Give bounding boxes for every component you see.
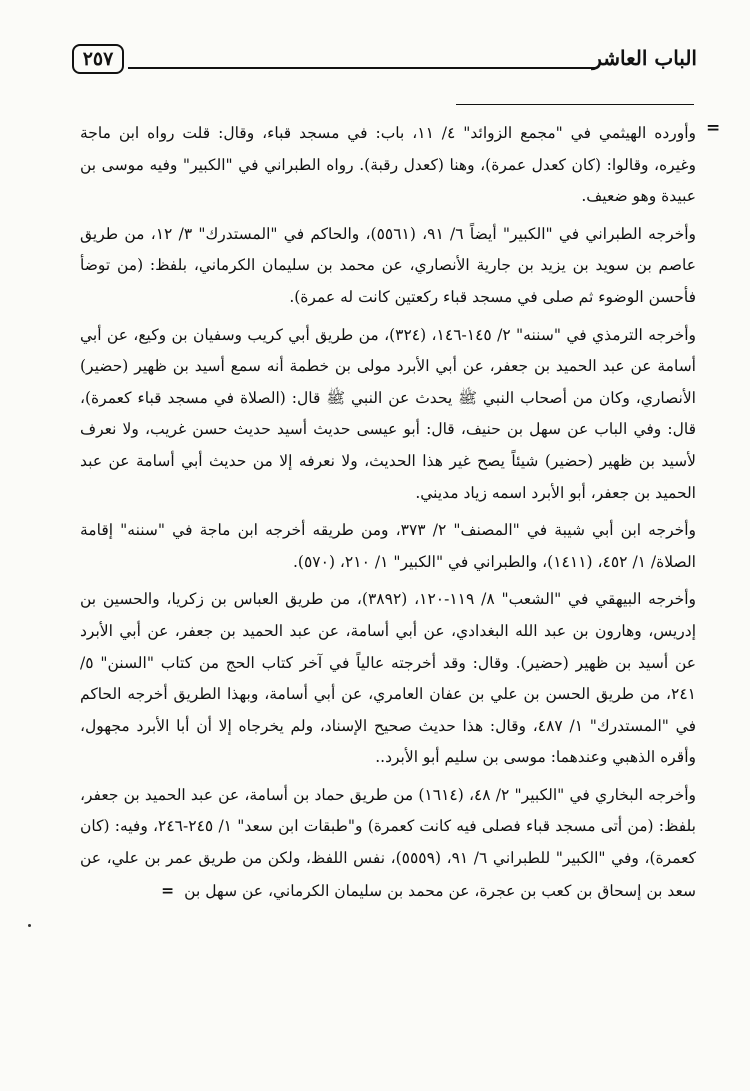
footnote-paragraph-2: وأخرجه الطبراني في "الكبير" أيضاً ٦/ ٩١، (٥٥٦١)، والحاكم في "المستدرك" ٣/ ١٢، من طريق عاصم بن سويد بن يزيد بن جارية الأنصاري، عن محمد بن سليمان الكرماني، بلفظ: (من توضأ فأحسن الوضوء ثم صلى في مسجد قباء ركعتين كانت له عمرة).: [80, 224, 696, 306]
footnote-body: [80, 118, 696, 907]
footnote-paragraph-6-text: وأخرجه البخاري في "الكبير" ٢/ ٤٨، (١٦١٤) من طريق حماد بن أسامة، عن عبد الحميد بن جعفر، بلفظ: (من أتى مسجد قباء فصلى فيه كانت كعمرة) و"طبقات ابن سعد" ١/ ٢٤٥-٢٤٦، وفيه: (كان كعمرة)، وفي "الكبير" للطبراني ٦/ ٩١، (٥٥٥٩)، نفس اللفظ، ولكن من طريق عمر بن علي، عن سعد بن إسحاق بن كعب بن عجرة، عن محمد بن سليمان الكرماني، عن سهل بن: [80, 785, 697, 900]
footnote-paragraph-1: وأورده الهيثمي في "مجمع الزوائد" ٤/ ١١، باب: في مسجد قباء، وقال: قلت رواه ابن ماجة وغيره، وقالوا: (كان كعدل عمرة)، وهنا (كعدل رقبة). رواه الطبراني في "الكبير" وفيه موسى بن عبيدة وهو ضعيف.: [80, 124, 696, 206]
footnote-paragraph-3: وأخرجه الترمذي في "سننه" ٢/ ١٤٥-١٤٦، (٣٢٤)، من طريق أبي كريب وسفيان بن وكيع، عن أبي أسامة عن عبد الحميد بن جعفر، عن أبي الأبرد مولى بن خطمة أنه سمع أسيد بن ظهير (حضير) الأنصاري، وكان من أصحاب النبي ﷺ يحدث عن النبي ﷺ قال: (الصلاة في مسجد قباء كعمرة)، قال: وفي الباب عن سهل بن حنيف، قال: أبو عيسى حديث أسيد حديث حسن غريب، ولا نعرف لأسيد بن ظهير (حضير) شيئاً يصح غير هذا الحديث، ولا نعرفه إلا من حديث أبي أسامة عن عبد الحميد بن جعفر، أبو الأبرد اسمه زياد مديني.: [80, 325, 697, 502]
footnote-paragraph-5: وأخرجه البيهقي في "الشعب" ٨/ ١١٩-١٢٠، (٣٨٩٢)، من طريق العباس بن زكريا، والحسين بن إدريس، وهارون بن عبد الله البغدادي، عن أبي أسامة، عن عبد الحميد بن جعفر، عن أبي الأبرد عن أسيد بن ظهير (حضير). وقال: وقد أخرجته عالياً في آخر كتاب الحج من كتاب "السنن" ٥/ ٢٤١، من طريق الحسن بن علي بن عفان العامري، عن أبي أسامة، وبهذا الطريق أخرجه الحاكم في "المستدرك" ١/ ٤٨٧، وقال: هذا حديث صحيح الإسناد، ولم يخرجاه إلا أن أبا الأبرد مجهول، وأقره الذهبي وعندهما: موسى بن سليم أبو الأبرد..: [80, 590, 696, 767]
continuation-mark-end: =: [161, 880, 175, 900]
footnote-paragraph-4: وأخرجه ابن أبي شيبة في "المصنف" ٢/ ٣٧٣، ومن طريقه أخرجه ابن ماجة في "سننه" إقامة الصلاة/ ١/ ٤٥٢، (١٤١١)، والطبراني في "الكبير" ١/ ٢١٠، (٥٧٠).: [80, 521, 696, 571]
page-number: ٢٥٧: [72, 44, 124, 74]
footnote-paragraph-6: [80, 780, 696, 907]
page-header: [72, 40, 697, 82]
header-rule: [128, 67, 597, 69]
continuation-mark-top: =: [706, 118, 721, 138]
margin-dot: [28, 924, 31, 927]
footnote-separator: [456, 104, 694, 105]
chapter-title: الباب العاشر: [592, 46, 697, 70]
